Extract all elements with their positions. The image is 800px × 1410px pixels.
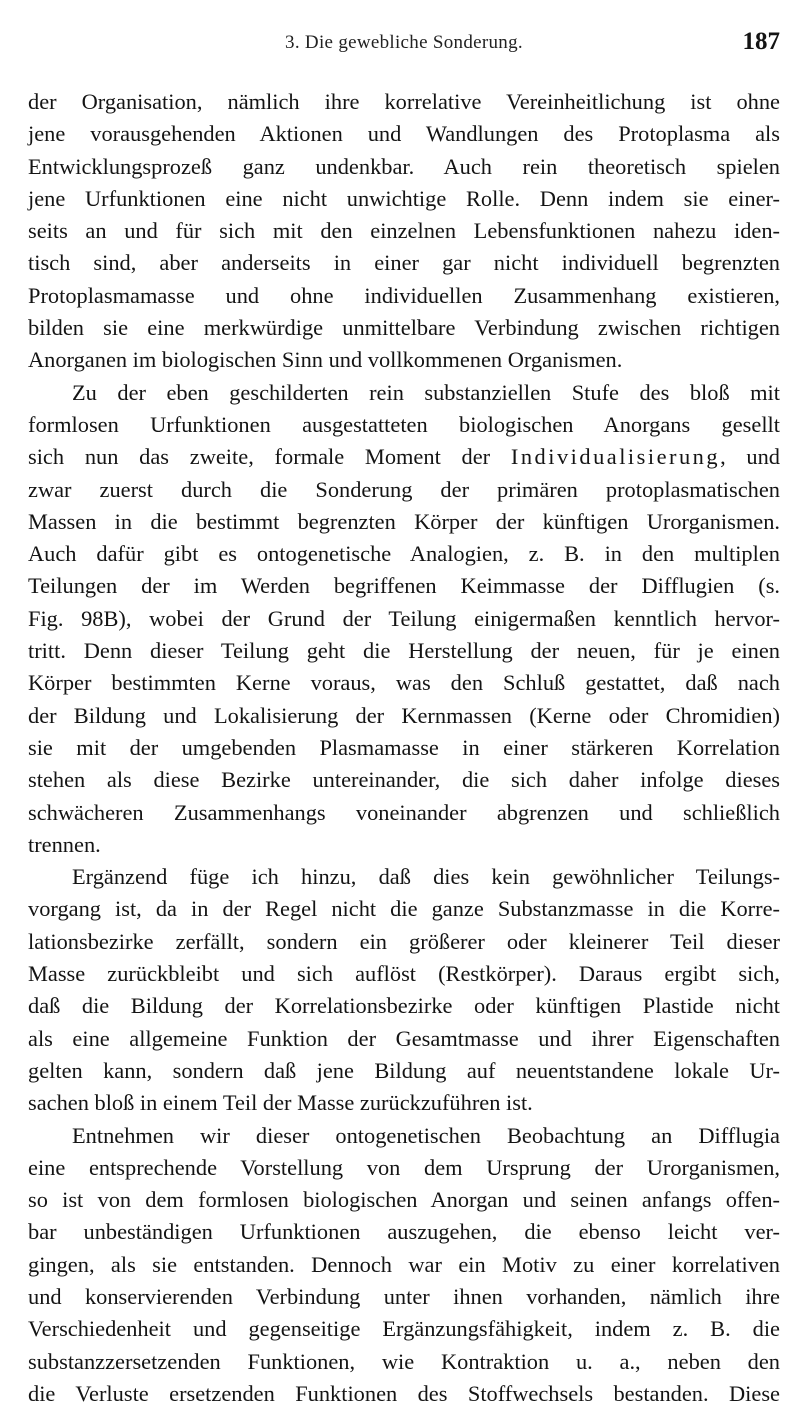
- text-line-with-emphasis: [28, 441, 780, 473]
- text-line: Auch dafür gibt es ontogenetische Analogien, z. B. in den multiplen: [28, 538, 780, 570]
- text-line: als eine allgemeine Funktion der Gesamtmasse und ihrer Eigenschaften: [28, 1023, 780, 1055]
- text-line: sachen bloß in einem Teil der Masse zurückzuführen ist.: [28, 1087, 780, 1119]
- text-line: gingen, als sie entstanden. Dennoch war ein Motiv zu einer korrelativen: [28, 1249, 780, 1281]
- text-line: tritt. Denn dieser Teilung geht die Herstellung der neuen, für je einen: [28, 635, 780, 667]
- text-line: stehen als diese Bezirke untereinander, die sich daher infolge dieses: [28, 764, 780, 796]
- text-line: Verschiedenheit und gegenseitige Ergänzungsfähigkeit, indem z. B. die: [28, 1313, 780, 1345]
- text-line: Fig. 98B), wobei der Grund der Teilung einigermaßen kenntlich hervor-: [28, 603, 780, 635]
- text-line: jene vorausgehenden Aktionen und Wandlungen des Protoplasma als: [28, 118, 780, 150]
- text-line: Protoplasmamasse und ohne individuellen Zusammenhang existieren,: [28, 280, 780, 312]
- paragraph-2: [28, 377, 780, 861]
- text-line: Massen in die bestimmt begrenzten Körper der künftigen Urorganismen.: [28, 506, 780, 538]
- text-line: Entwicklungsprozeß ganz undenkbar. Auch rein theoretisch spielen: [28, 151, 780, 183]
- text-line: substanzzersetzenden Funktionen, wie Kontraktion u. a., neben den: [28, 1346, 780, 1378]
- paragraph-3: [28, 861, 780, 1119]
- text-line: seits an und für sich mit den einzelnen Lebensfunktionen nahezu iden-: [28, 215, 780, 247]
- text-line: und konservierenden Verbindung unter ihnen vorhanden, nämlich ihre: [28, 1281, 780, 1313]
- page-number: 187: [743, 28, 781, 56]
- paragraph-1: [28, 86, 780, 377]
- text-line: Masse zurückbleibt und sich auflöst (Restkörper). Daraus ergibt sich,: [28, 958, 780, 990]
- text-line: bar unbeständigen Urfunktionen auszugehen, die ebenso leicht ver-: [28, 1216, 780, 1248]
- body-text: [28, 86, 780, 1410]
- text-line: vorgang ist, da in der Regel nicht die ganze Substanzmasse in die Korre-: [28, 893, 780, 925]
- text-line: Entnehmen wir dieser ontogenetischen Beobachtung an Difflugia: [28, 1120, 780, 1152]
- text-line: trennen.: [28, 829, 780, 861]
- text-line: Zu der eben geschilderten rein substanziellen Stufe des bloß mit: [28, 377, 780, 409]
- running-title: 3. Die gewebliche Sonderung.: [28, 32, 780, 54]
- text-line: eine entsprechende Vorstellung von dem Ursprung der Urorganismen,: [28, 1152, 780, 1184]
- text-line: schwächeren Zusammenhangs voneinander abgrenzen und schließlich: [28, 797, 780, 829]
- text-line: Körper bestimmten Kerne voraus, was den Schluß gestattet, daß nach: [28, 667, 780, 699]
- text-line: Ergänzend füge ich hinzu, daß dies kein gewöhnlicher Teilungs-: [28, 861, 780, 893]
- text-line: Teilungen der im Werden begriffenen Keimmasse der Difflugien (s.: [28, 570, 780, 602]
- text-line: sie mit der umgebenden Plasmamasse in einer stärkeren Korrelation: [28, 732, 780, 764]
- text-line: bilden sie eine merkwürdige unmittelbare Verbindung zwischen richtigen: [28, 312, 780, 344]
- emphasized-term: Individualisierung: [511, 444, 720, 469]
- text-line: Anorganen im biologischen Sinn und vollkommenen Organismen.: [28, 344, 780, 376]
- text-line: gelten kann, sondern daß jene Bildung auf neuentstandene lokale Ur-: [28, 1055, 780, 1087]
- text-line: tisch sind, aber anderseits in einer gar nicht individuell begrenzten: [28, 247, 780, 279]
- text-line: formlosen Urfunktionen ausgestatteten biologischen Anorgans gesellt: [28, 409, 780, 441]
- text-segment: sich nun das zweite, formale Moment der: [28, 444, 511, 469]
- text-line: die Verluste ersetzenden Funktionen des Stoffwechsels bestanden. Diese: [28, 1378, 780, 1410]
- paragraph-4: [28, 1120, 780, 1410]
- text-line: jene Urfunktionen eine nicht unwichtige Rolle. Denn indem sie einer-: [28, 183, 780, 215]
- page-header: [28, 24, 780, 68]
- text-segment: , und: [720, 444, 780, 469]
- text-line: zwar zuerst durch die Sonderung der primären protoplasmatischen: [28, 474, 780, 506]
- book-page: [28, 24, 780, 1410]
- text-line: so ist von dem formlosen biologischen Anorgan und seinen anfangs offen-: [28, 1184, 780, 1216]
- text-line: daß die Bildung der Korrelationsbezirke oder künftigen Plastide nicht: [28, 990, 780, 1022]
- text-line: der Organisation, nämlich ihre korrelative Vereinheitlichung ist ohne: [28, 86, 780, 118]
- text-line: lationsbezirke zerfällt, sondern ein größerer oder kleinerer Teil dieser: [28, 926, 780, 958]
- text-line: der Bildung und Lokalisierung der Kernmassen (Kerne oder Chromidien): [28, 700, 780, 732]
